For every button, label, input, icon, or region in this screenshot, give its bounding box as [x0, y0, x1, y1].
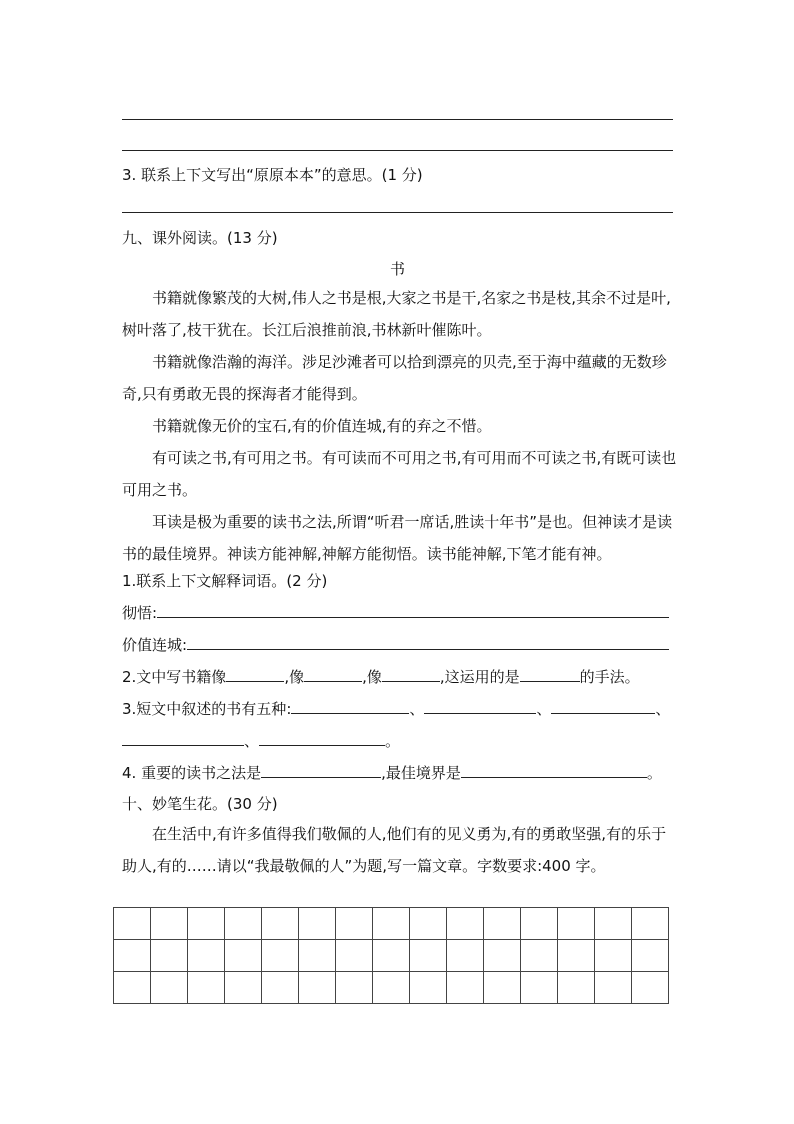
- grid-cell[interactable]: [632, 908, 669, 940]
- article-paragraph: 有可读之书,有可用之书。有可读而不可用之书,有可用而不可读之书,有既可读也可用之书。: [122, 449, 677, 499]
- grid-cell[interactable]: [299, 940, 336, 972]
- question-1: 1.联系上下文解释词语。(2 分): [122, 572, 328, 590]
- grid-cell[interactable]: [262, 940, 299, 972]
- grid-cell[interactable]: [447, 972, 484, 1004]
- answer-blank[interactable]: [520, 665, 580, 682]
- question-3-continued: 、 。: [122, 729, 400, 752]
- answer-blank[interactable]: [157, 601, 669, 618]
- article-paragraph: 书籍就像无价的宝石,有的价值连城,有的弃之不惜。: [152, 417, 492, 435]
- writing-prompt: 在生活中,有许多值得我们敬佩的人,他们有的见义勇为,有的勇敢坚强,有的乐于助人,有的……请以“我最敬佩的人”为题,写一篇文章。字数要求:400 字。: [122, 825, 667, 875]
- writing-grid[interactable]: [113, 907, 669, 1004]
- grid-cell[interactable]: [484, 940, 521, 972]
- grid-cell[interactable]: [151, 940, 188, 972]
- grid-cell[interactable]: [299, 908, 336, 940]
- answer-blank[interactable]: [304, 665, 362, 682]
- grid-cell[interactable]: [151, 972, 188, 1004]
- grid-cell[interactable]: [595, 940, 632, 972]
- grid-cell[interactable]: [484, 972, 521, 1004]
- grid-cell[interactable]: [410, 940, 447, 972]
- article-paragraph: 书籍就像繁茂的大树,伟人之书是根,大家之书是干,名家之书是枝,其余不过是叶,树叶落了,枝干犹在。长江后浪推前浪,书林新叶催陈叶。: [122, 289, 671, 339]
- answer-blank[interactable]: [259, 729, 385, 746]
- grid-cell[interactable]: [484, 908, 521, 940]
- grid-cell[interactable]: [447, 940, 484, 972]
- question-3: 3.短文中叙述的书有五种: 、 、 、: [122, 697, 670, 720]
- answer-blank[interactable]: [461, 761, 647, 778]
- grid-cell[interactable]: [336, 940, 373, 972]
- grid-cell[interactable]: [114, 908, 151, 940]
- question-4: 4. 重要的读书之法是 ,最佳境界是 。: [122, 761, 662, 784]
- grid-cell[interactable]: [373, 940, 410, 972]
- grid-cell[interactable]: [373, 908, 410, 940]
- answer-blank[interactable]: [291, 697, 409, 714]
- answer-blank[interactable]: [424, 697, 536, 714]
- grid-cell[interactable]: [299, 972, 336, 1004]
- article-paragraph: 耳读是极为重要的读书之法,所谓“听君一席话,胜读十年书”是也。但神读才是读书的最佳境界。神读方能神解,神解方能彻悟。读书能神解,下笔才能有神。: [122, 513, 673, 563]
- grid-cell[interactable]: [521, 940, 558, 972]
- grid-cell[interactable]: [336, 908, 373, 940]
- grid-cell[interactable]: [558, 908, 595, 940]
- grid-cell[interactable]: [188, 940, 225, 972]
- grid-row: [114, 908, 669, 940]
- grid-cell[interactable]: [188, 908, 225, 940]
- answer-blank[interactable]: [226, 665, 284, 682]
- answer-blank[interactable]: [122, 729, 244, 746]
- grid-cell[interactable]: [521, 908, 558, 940]
- grid-cell[interactable]: [225, 972, 262, 1004]
- question-2: 2.文中写书籍像 ,像 ,像 ,这运用的是 的手法。: [122, 665, 640, 688]
- word-label: 价值连城:: [122, 636, 188, 654]
- grid-cell[interactable]: [151, 908, 188, 940]
- answer-blank[interactable]: [261, 761, 381, 778]
- grid-cell[interactable]: [188, 972, 225, 1004]
- grid-cell[interactable]: [410, 972, 447, 1004]
- grid-cell[interactable]: [336, 972, 373, 1004]
- question-3-previous: 3. 联系上下文写出“原原本本”的意思。(1 分): [122, 166, 423, 184]
- grid-cell[interactable]: [447, 908, 484, 940]
- answer-line[interactable]: [122, 150, 673, 151]
- grid-row: [114, 940, 669, 972]
- answer-blank[interactable]: [187, 633, 669, 650]
- answer-blank[interactable]: [551, 697, 655, 714]
- answer-blank[interactable]: [382, 665, 440, 682]
- word-label: 彻悟:: [122, 604, 158, 622]
- answer-line[interactable]: [122, 212, 673, 213]
- grid-cell[interactable]: [225, 908, 262, 940]
- definition-row-1: [122, 601, 669, 624]
- grid-cell[interactable]: [595, 908, 632, 940]
- grid-cell[interactable]: [632, 972, 669, 1004]
- section-10-heading: 十、妙笔生花。(30 分): [122, 795, 278, 813]
- definition-row-2: [122, 633, 669, 656]
- answer-line[interactable]: [122, 119, 673, 120]
- grid-cell[interactable]: [114, 972, 151, 1004]
- grid-cell[interactable]: [262, 908, 299, 940]
- grid-cell[interactable]: [558, 972, 595, 1004]
- article-title: 书: [389, 260, 405, 278]
- grid-cell[interactable]: [558, 940, 595, 972]
- grid-cell[interactable]: [521, 972, 558, 1004]
- article-body: [122, 282, 678, 570]
- grid-cell[interactable]: [114, 940, 151, 972]
- article-paragraph: 书籍就像浩瀚的海洋。涉足沙滩者可以拾到漂亮的贝壳,至于海中蕴藏的无数珍奇,只有勇敢无畏的探海者才能得到。: [122, 353, 667, 403]
- grid-row: [114, 972, 669, 1004]
- grid-cell[interactable]: [410, 908, 447, 940]
- grid-cell[interactable]: [595, 972, 632, 1004]
- grid-cell[interactable]: [632, 940, 669, 972]
- section-9-heading: 九、课外阅读。(13 分): [122, 229, 278, 247]
- grid-cell[interactable]: [373, 972, 410, 1004]
- grid-cell[interactable]: [262, 972, 299, 1004]
- grid-cell[interactable]: [225, 940, 262, 972]
